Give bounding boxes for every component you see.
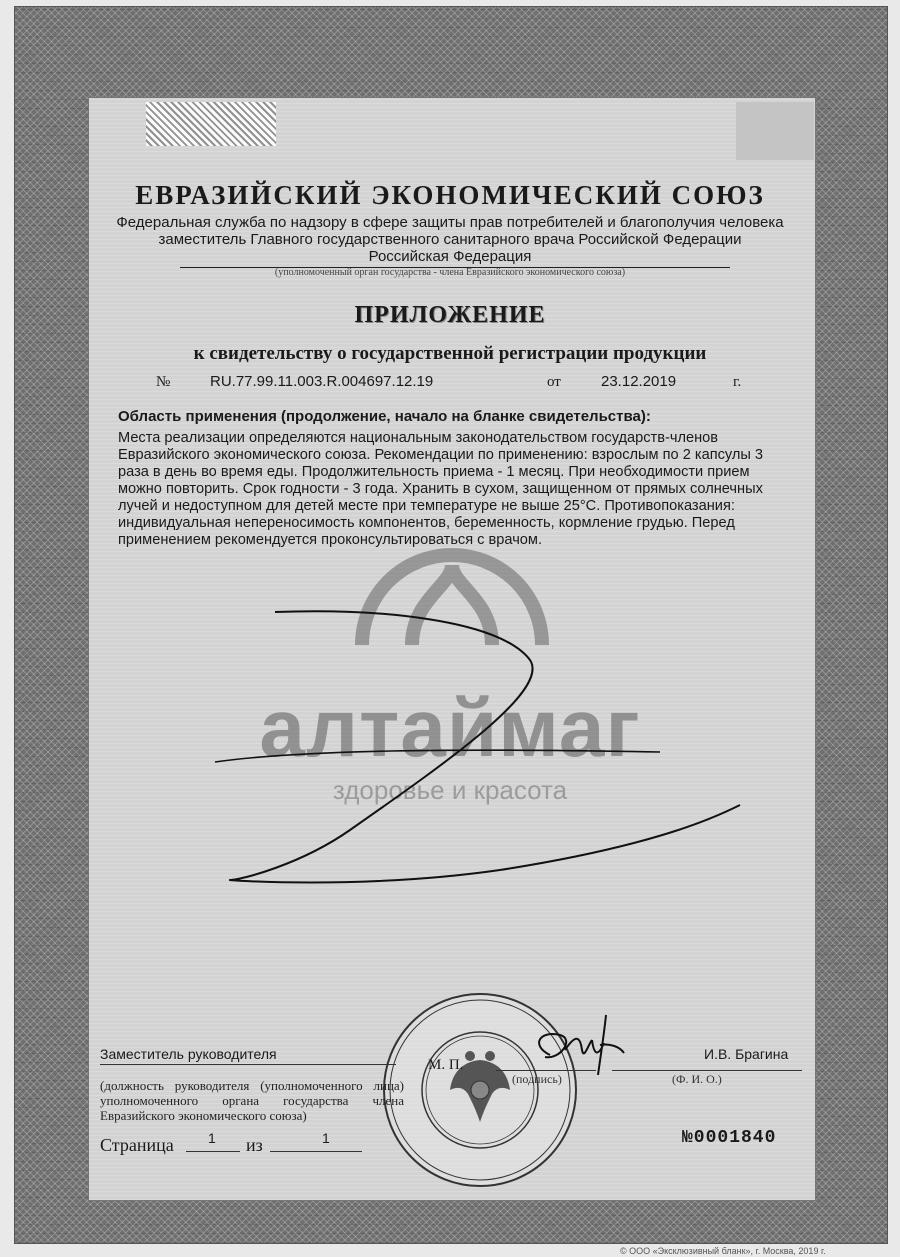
- security-pattern-block-right: [736, 102, 814, 160]
- scope-body: Места реализации определяются национальным законодательством государств-членов Евразийского экономического союза. Рекомендации по применению: взрослым по 2 капсулы 3 раза в день во время еды. Продолжительность приема - 1 месяц. При необходимости прием можно повторить. Срок годности - 3 года. Хранить в сухом, защищенном от прямых солнечных лучей и недоступном для детей месте при температуре не выше 25°C. Противопоказания: индивидуальная непереносимость компонентов, беременность, кормление грудью. Перед применением рекомендуется проконсультироваться с врачом.: [118, 430, 764, 548]
- watermark-brand: алтаймаг: [259, 683, 641, 774]
- position-underline: [100, 1064, 396, 1065]
- registration-date: 23.12.2019: [601, 373, 677, 390]
- total-pages: 1: [322, 1130, 330, 1146]
- agency-name: [90, 214, 810, 265]
- security-pattern-block: [146, 102, 276, 146]
- watermark-tagline: здоровье и красота: [332, 775, 568, 805]
- year-suffix: г.: [733, 374, 742, 390]
- of-label: из: [246, 1135, 263, 1155]
- signature-note: (подпись): [512, 1072, 562, 1086]
- number-label: №: [156, 374, 171, 390]
- agency-line-1: Федеральная служба по надзору в сфере защиты прав потребителей и благополучия человека: [116, 214, 784, 231]
- authority-note: (уполномоченный орган государства - члена Евразийского экономического союза): [274, 267, 626, 278]
- registration-number: RU.77.99.11.003.R.004697.12.19: [210, 373, 434, 390]
- printer-footer: © ООО «Эксклюзивный бланк», г. Москва, 2019 г.: [620, 1246, 826, 1256]
- certificate-reference: к свидетельству о государственной регистрации продукции: [193, 343, 707, 364]
- position-note: (должность руководителя (уполномоченного лица) уполномоченного органа государства члена Евразийского экономического союза): [100, 1078, 404, 1123]
- signer-name: И.В. Брагина: [704, 1046, 789, 1062]
- page-label: Страница: [100, 1135, 174, 1155]
- agency-line-3: Российская Федерация: [368, 248, 532, 265]
- stamp-place-label: М. П.: [428, 1057, 464, 1073]
- cancellation-scrawl: [200, 600, 800, 900]
- signer-position: Заместитель руководителя: [100, 1046, 277, 1062]
- appendix-title: ПРИЛОЖЕНИЕ: [354, 302, 546, 328]
- agency-line-2: заместитель Главного государственного санитарного врача Российской Федерации: [158, 231, 742, 248]
- scope-heading: Область применения (продолжение, начало на бланке свидетельства):: [118, 408, 651, 425]
- name-note: (Ф. И. О.): [672, 1072, 722, 1086]
- union-title: ЕВРАЗИЙСКИЙ ЭКОНОМИЧЕСКИЙ СОЮЗ: [135, 180, 765, 210]
- page-number: 1: [208, 1130, 216, 1146]
- signature-underline: [496, 1070, 596, 1071]
- date-label: от: [547, 374, 561, 390]
- total-pages-underline: [270, 1151, 362, 1152]
- page-number-underline: [186, 1151, 240, 1152]
- serial-number: №0001840: [682, 1128, 777, 1148]
- name-underline: [612, 1070, 802, 1071]
